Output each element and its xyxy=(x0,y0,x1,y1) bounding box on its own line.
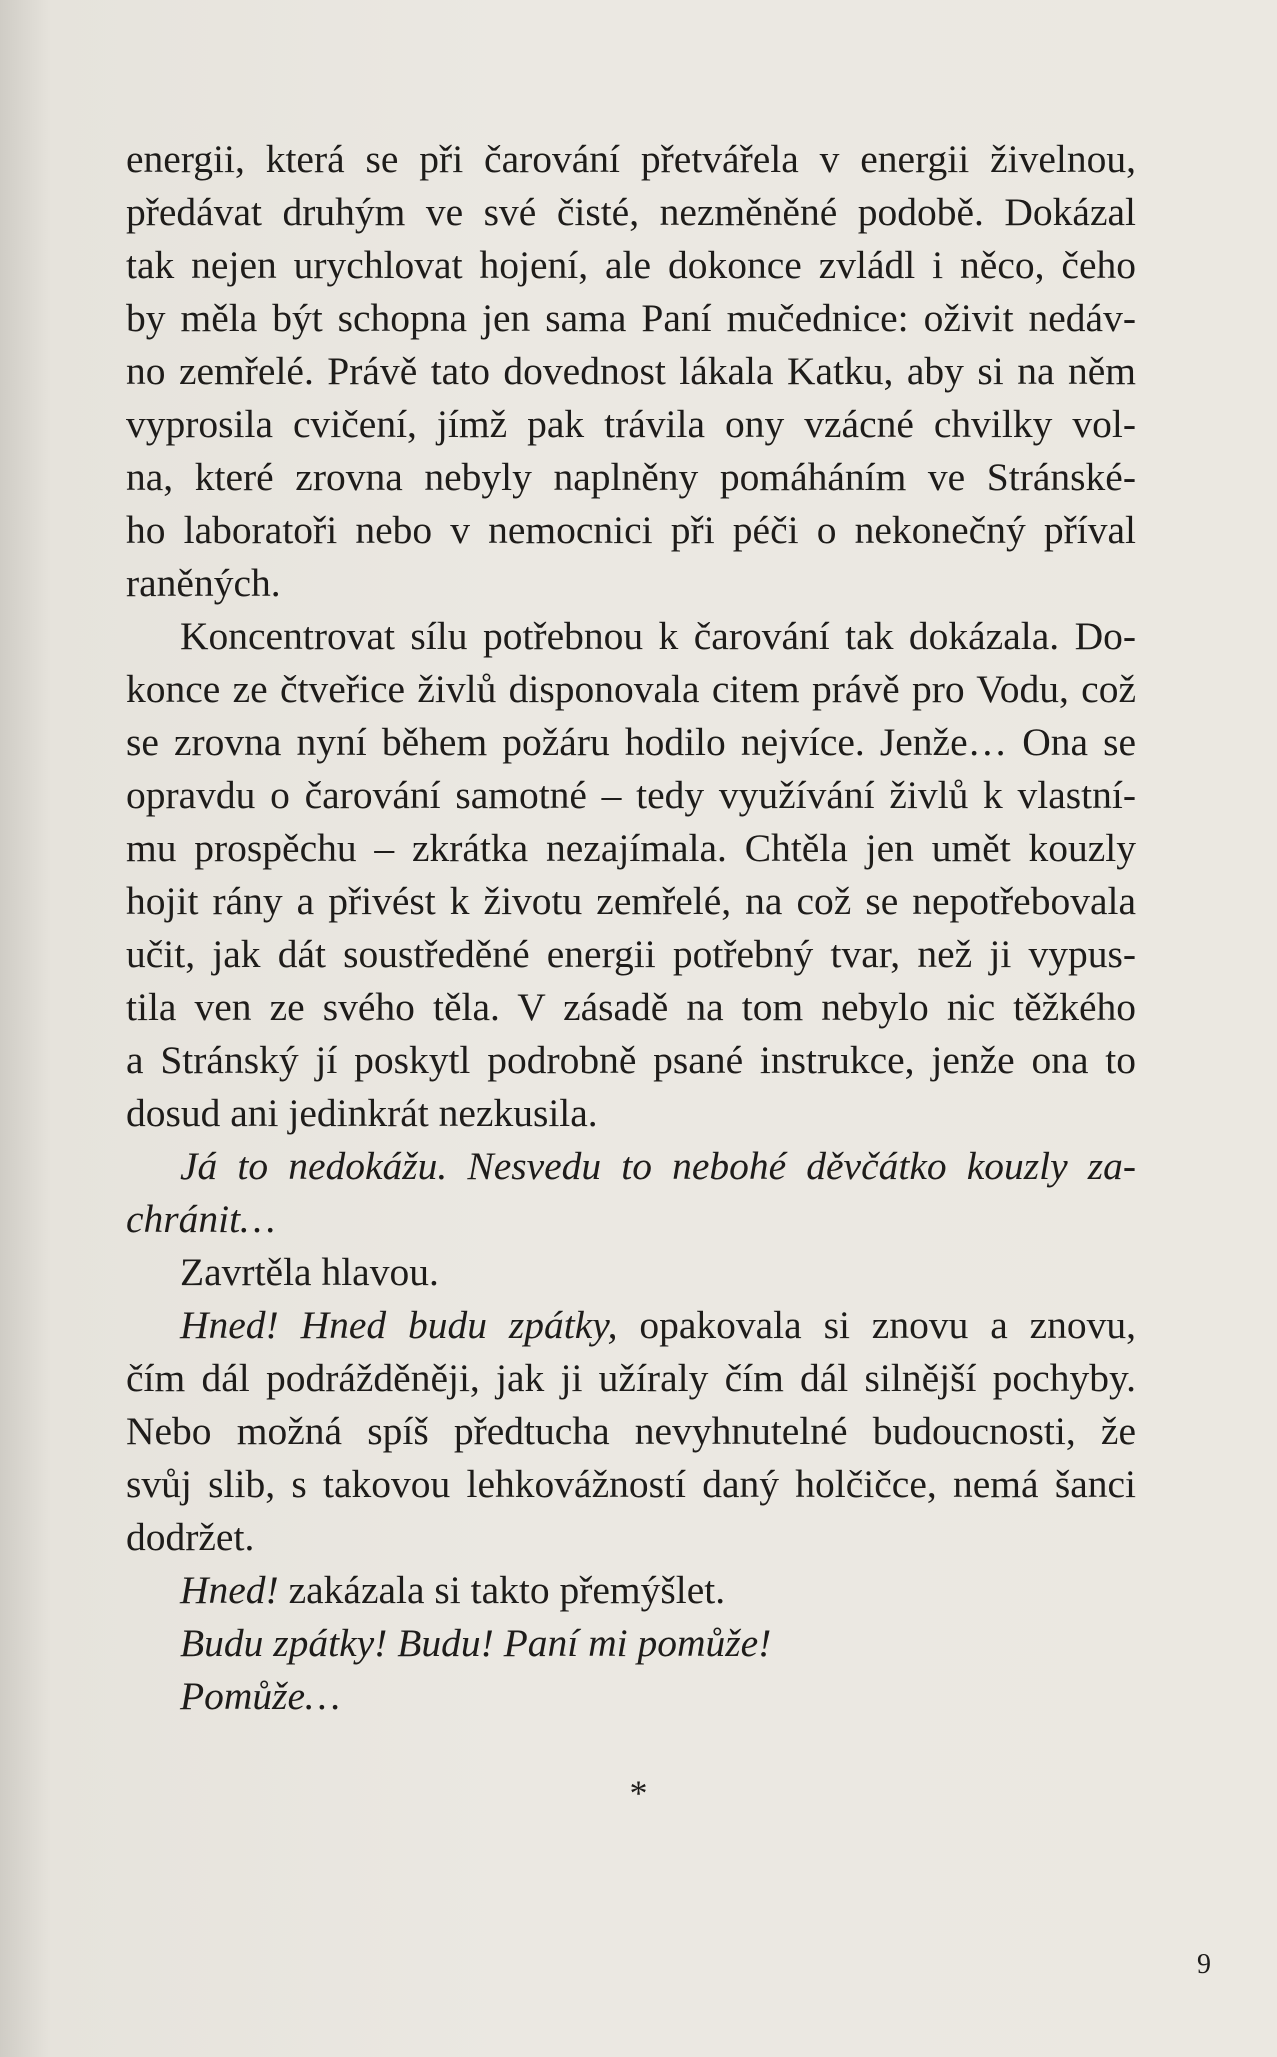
text-line xyxy=(126,716,1136,769)
italic-text-segment: Pomůže… xyxy=(180,1674,341,1718)
text-line xyxy=(126,292,1136,345)
text-segment: opravdu o čarování samotné – tedy využívání živlů k vlastní- xyxy=(126,773,1136,817)
text-segment: opakovala si znovu a znovu, xyxy=(617,1303,1137,1347)
text-line xyxy=(126,239,1136,292)
text-line xyxy=(126,1564,1136,1617)
text-line xyxy=(126,504,1136,557)
text-line xyxy=(126,345,1136,398)
italic-text-segment: Budu zpátky! Budu! Paní mi pomůže! xyxy=(180,1621,772,1665)
text-line xyxy=(126,1617,1136,1670)
text-line xyxy=(126,981,1136,1034)
text-segment: učit, jak dát soustředěné energii potřebný tvar, než ji vypus- xyxy=(126,932,1136,976)
italic-text-segment: Já to nedokážu. Nesvedu to nebohé děvčátko kouzly za- xyxy=(180,1144,1136,1188)
text-line xyxy=(126,928,1136,981)
text-line xyxy=(126,610,1136,663)
text-segment: by měla být schopna jen sama Paní mučednice: oživit nedáv- xyxy=(126,296,1136,340)
text-segment: hojit rány a přivést k životu zemřelé, na což se nepotřebovala xyxy=(126,879,1136,923)
text-line xyxy=(126,1458,1136,1511)
text-segment: svůj slib, s takovou lehkovážností daný holčičce, nemá šanci xyxy=(126,1462,1136,1506)
italic-text-segment: Hned! Hned budu zpátky, xyxy=(180,1303,618,1347)
text-segment: ho laboratoři nebo v nemocnici při péči o nekonečný příval xyxy=(126,508,1136,552)
text-line xyxy=(126,822,1136,875)
text-line xyxy=(126,1299,1136,1352)
text-line xyxy=(126,1511,1136,1564)
text-segment: zakázala si takto přemýšlet. xyxy=(278,1568,726,1612)
page-number: 9 xyxy=(1197,1949,1211,1980)
body-text xyxy=(126,133,1136,1723)
text-segment: se zrovna nyní během požáru hodilo nejvíce. Jenže… Ona se xyxy=(126,720,1136,764)
text-line xyxy=(126,186,1136,239)
text-segment: Zavrtěla hlavou. xyxy=(180,1250,439,1294)
text-segment: předávat druhým ve své čisté, nezměněné podobě. Dokázal xyxy=(126,190,1136,234)
text-line xyxy=(126,398,1136,451)
italic-text-segment: chránit… xyxy=(126,1197,276,1241)
text-segment: konce ze čtveřice živlů disponovala citem právě pro Vodu, což xyxy=(126,667,1136,711)
text-line xyxy=(126,1193,1136,1246)
text-segment: dodržet. xyxy=(126,1515,255,1559)
text-line xyxy=(126,1140,1136,1193)
text-segment: raněných. xyxy=(126,561,281,605)
text-line xyxy=(126,1087,1136,1140)
text-segment: tila ven ze svého těla. V zásadě na tom nebylo nic těžkého xyxy=(126,985,1136,1029)
text-line xyxy=(126,1246,1136,1299)
text-line xyxy=(126,1670,1136,1723)
text-line xyxy=(126,663,1136,716)
text-line xyxy=(126,557,1136,610)
text-segment: dosud ani jedinkrát nezkusila. xyxy=(126,1091,598,1135)
text-line xyxy=(126,1352,1136,1405)
text-line xyxy=(126,769,1136,822)
text-segment: na, které zrovna nebyly naplněny pomáháním ve Stránské- xyxy=(126,455,1136,499)
text-segment: Koncentrovat sílu potřebnou k čarování tak dokázala. Do- xyxy=(180,614,1136,658)
italic-text-segment: Hned! xyxy=(180,1568,279,1612)
text-line xyxy=(126,875,1136,928)
text-segment: mu prospěchu – zkrátka nezajímala. Chtěla jen umět kouzly xyxy=(126,826,1136,870)
text-segment: Nebo možná spíš předtucha nevyhnutelné budoucnosti, že xyxy=(126,1409,1136,1453)
text-segment: vyprosila cvičení, jímž pak trávila ony vzácné chvilky vol- xyxy=(126,402,1136,446)
text-segment: tak nejen urychlovat hojení, ale dokonce zvládl i něco, čeho xyxy=(126,243,1136,287)
text-line xyxy=(126,133,1136,186)
text-line xyxy=(126,1405,1136,1458)
text-segment: energii, která se při čarování přetvářela v energii živelnou, xyxy=(126,137,1136,181)
text-segment: a Stránský jí poskytl podrobně psané instrukce, jenže ona to xyxy=(126,1038,1136,1082)
text-segment: no zemřelé. Právě tato dovednost lákala Katku, aby si na něm xyxy=(126,349,1136,393)
text-segment: čím dál podrážděněji, jak ji užíraly čím dál silnější pochyby. xyxy=(126,1356,1136,1400)
text-line xyxy=(126,451,1136,504)
section-separator: * xyxy=(629,1773,648,1813)
text-line xyxy=(126,1034,1136,1087)
